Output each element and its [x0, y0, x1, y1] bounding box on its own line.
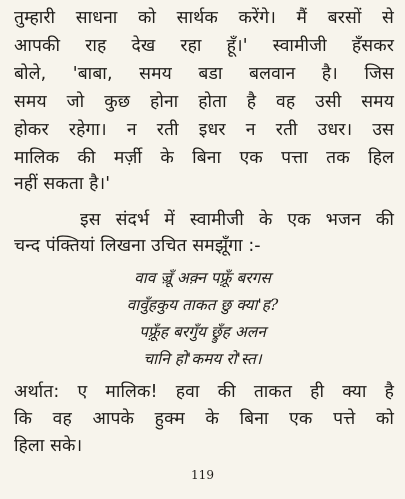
text-line: मालिक की मर्ज़ी के बिना एक पत्ता तक हिल: [14, 148, 394, 168]
text-line: अर्थात: ए मालिक! हवा की ताकत ही क्या है: [14, 382, 394, 402]
text-line: तुम्हारी साधना को सार्थक करेंगे। मैं बरसों से: [14, 8, 394, 28]
poem-line: वाव ज़्रूँ अक़्न पफ़्रूँ बरगस: [134, 269, 271, 287]
text-line: चन्द पंक्तियां लिखना उचित समझूँगा :-: [14, 236, 261, 256]
text-line: कि वह आपके हुक्म के बिना एक पत्ते को: [14, 409, 394, 429]
text-line: इस संदर्भ में स्वामीजी के एक भजन की: [80, 210, 394, 230]
poem-line: वावुँहकुय ताकत छु क्या'ह?: [126, 296, 279, 314]
text-line: नहीं सकता है।': [14, 174, 111, 194]
text-line: समय जो कुछ होना होता है वह उसी समय: [14, 92, 394, 112]
text-line: हिला सके।: [14, 436, 83, 456]
text-line: होकर रहेगा। न रती इधर न रती उधर। उस: [14, 120, 394, 140]
text-line: आपकी राह देख रहा हूँ।' स्वामीजी हँसकर: [14, 36, 394, 56]
page-number: 119: [191, 468, 214, 482]
poem-line: पफ़्रूँह बरगुँय छ्रुँह अलन: [139, 323, 266, 341]
poem-line: चानि हो'कमय रो'स्त।: [143, 350, 262, 368]
text-line: बोले, 'बाबा, समय बडा बलवान है। जिस: [14, 64, 394, 84]
